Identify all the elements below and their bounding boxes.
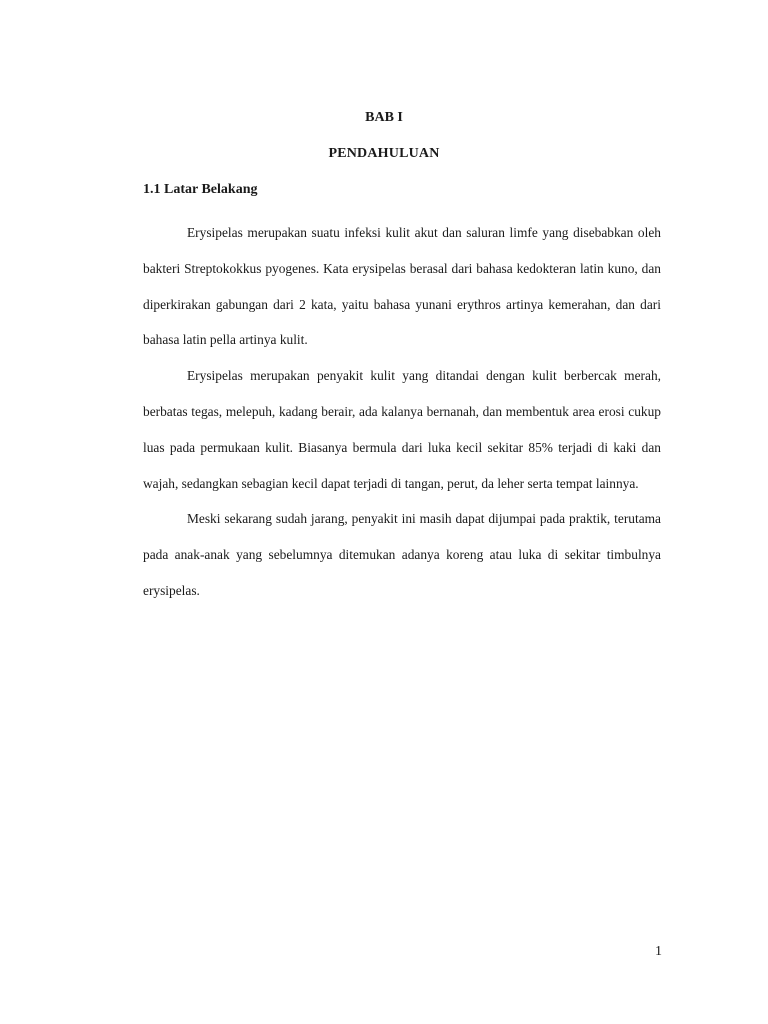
- paragraph-2: Erysipelas merupakan penyakit kulit yang ditandai dengan kulit berbercak merah, berbatas tegas, melepuh, kadang berair, ada kalanya bernanah, dan membentuk area erosi cukup luas pada permukaan kulit. Biasanya bermula dari luka kecil sekitar 85% terjadi di kaki dan wajah, sedangkan sebagian kecil dapat terjadi di tangan, perut, da leher serta tempat lainnya.: [143, 368, 661, 491]
- chapter-title: PENDAHULUAN: [328, 146, 440, 161]
- body-text: [143, 215, 661, 609]
- paragraph-1: Erysipelas merupakan suatu infeksi kulit akut dan saluran limfe yang disebabkan oleh bakteri Streptokokkus pyogenes. Kata erysipelas berasal dari bahasa kedokteran latin kuno, dan diperkirakan gabungan dari 2 kata, yaitu bahasa yunani erythros artinya kemerahan, dan dari bahasa latin pella artinya kulit.: [143, 225, 661, 348]
- page-number: 1: [655, 944, 662, 959]
- chapter-label: BAB I: [365, 110, 403, 125]
- section-heading: 1.1 Latar Belakang: [143, 182, 258, 197]
- paragraph-3: Meski sekarang sudah jarang, penyakit ini masih dapat dijumpai pada praktik, terutama pada anak-anak yang sebelumnya ditemukan adanya koreng atau luka di sekitar timbulnya erysipelas.: [143, 511, 661, 598]
